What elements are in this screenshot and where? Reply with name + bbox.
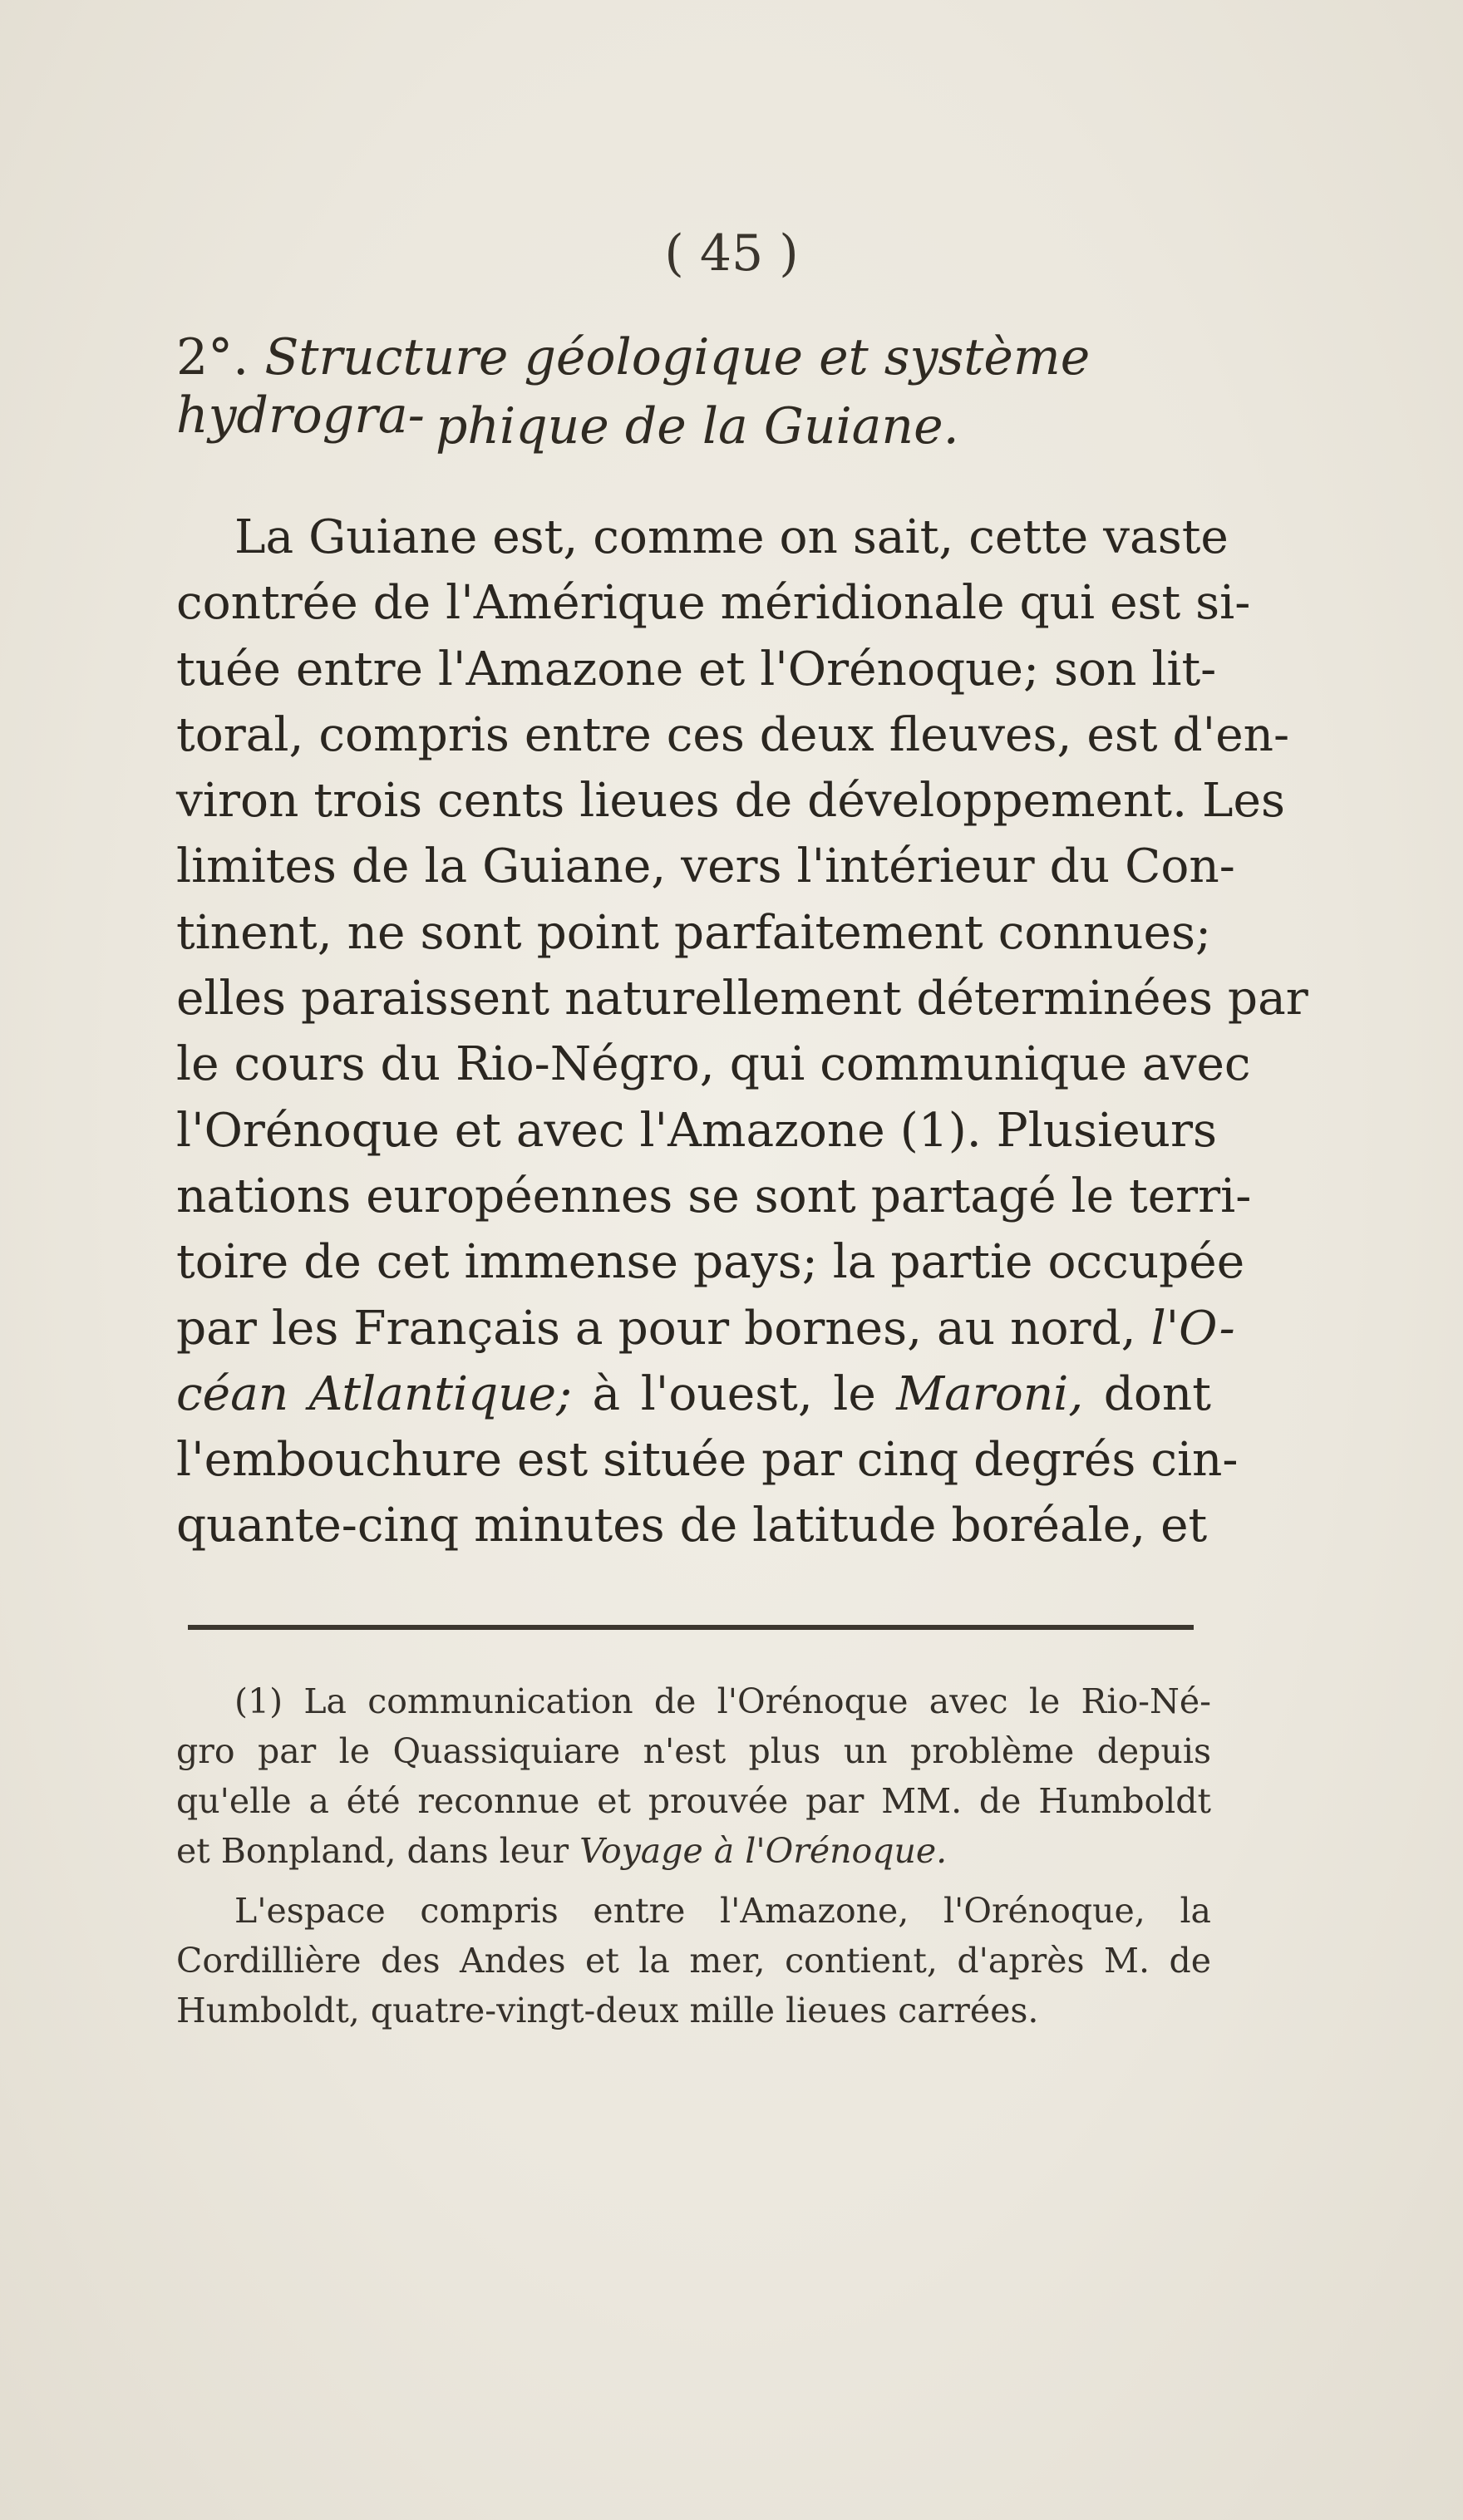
italic-segment: Maroni, (896, 1366, 1084, 1421)
section-heading-line-1: Structure géologique et système hydrogra- (176, 328, 1091, 445)
text-line: La Guiane est, comme on sait, cette vaste (234, 510, 1229, 564)
text-line (176, 1361, 1211, 1427)
footnote-line: Cordillière des Andes et la mer, contient, d'après M. de (176, 1941, 1211, 1981)
body-paragraph (176, 504, 1308, 1559)
text-line: toire de cet immense pays; la partie occupée (176, 1235, 1245, 1290)
text-line: elles paraissent naturellement déterminées par (176, 972, 1308, 1026)
text-segment: dont (1083, 1366, 1211, 1421)
italic-segment: l'O- (1150, 1301, 1235, 1356)
italic-segment: céan Atlantique; (176, 1366, 573, 1421)
text-line: tinent, ne sont point parfaitement connues; (176, 905, 1211, 960)
footnote-line: (1) La communication de l'Orénoque avec le Rio-Né- (234, 1681, 1211, 1721)
text-line: tuée entre l'Amazone et l'Orénoque; son lit- (176, 642, 1217, 696)
footnote-line: Humboldt, quatre-vingt-deux mille lieues carrées. (176, 1991, 1039, 2030)
italic-segment: Voyage à l'Orénoque. (579, 1831, 948, 1871)
text-segment: à l'ouest, le (572, 1366, 897, 1421)
text-segment: et Bonpland, dans leur (176, 1831, 580, 1871)
footnote-divider (188, 1625, 1194, 1630)
footnote-1 (176, 1676, 1211, 1876)
text-line: viron trois cents lieues de développement. Les (176, 774, 1285, 829)
text-line: toral, compris entre ces deux fleuves, est d'en- (176, 707, 1290, 762)
text-line: contrée de l'Amérique méridionale qui est si- (176, 576, 1251, 631)
text-line: l'embouchure est située par cinq degrés cin- (176, 1433, 1239, 1488)
footnote-line (176, 1826, 1211, 1876)
text-line (176, 1296, 1235, 1361)
footnote-line: qu'elle a été reconnue et prouvée par MM. de Humboldt (176, 1781, 1211, 1821)
section-heading-line-2: phique de la Guiane. (436, 397, 959, 455)
footnote-2 (176, 1886, 1211, 2035)
page-number: ( 45 ) (664, 224, 799, 283)
text-line: l'Orénoque et avec l'Amazone (1). Plusieurs (176, 1103, 1218, 1158)
text-line: le cours du Rio-Négro, qui communique avec (176, 1037, 1251, 1092)
footnote-line: L'espace compris entre l'Amazone, l'Orénoque, la (234, 1891, 1211, 1931)
text-line: quante-cinq minutes de latitude boréale, et (176, 1499, 1208, 1553)
footnotes (176, 1676, 1211, 2035)
text-line: limites de la Guiane, vers l'intérieur du Con- (176, 839, 1235, 894)
text-line: nations européennes se sont partagé le terri- (176, 1169, 1252, 1223)
section-number: 2°. (176, 328, 249, 386)
footnote-line: gro par le Quassiquiare n'est plus un problème depuis (176, 1731, 1211, 1771)
text-segment: par les Français a pour bornes, au nord, (176, 1301, 1151, 1356)
